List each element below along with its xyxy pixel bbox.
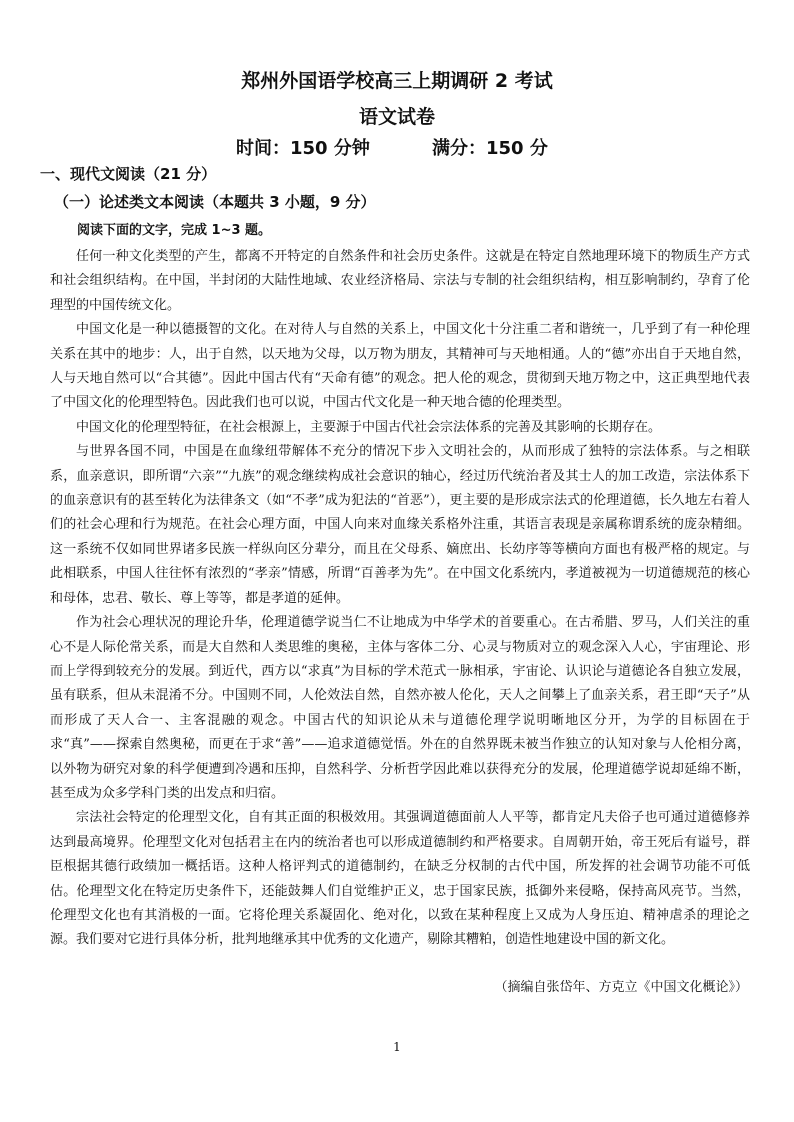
passage-paragraph: 宗法社会特定的伦理型文化，自有其正面的积极效用。其强调道德面前人人平等，都肯定凡夫俗子也可通过道德修养达到最高境界。伦理型文化对包括君主在内的统治者也可以形成道德制约和严格要求。自周朝开始，帝王死后有谥号，群臣根据其德行政绩加一概括语。这种人格评判式的道德制约，在缺乏分权制的古代中国，所发挥的社会调节功能不可低估。伦理型文化在特定历史条件下，还能鼓舞人们自觉维护正义，忠于国家民族，抵御外来侵略，保持高风亮节。当然，伦理型文化也有其消极的一面。它将伦理关系凝固化、绝对化，以致在某种程度上又成为人身压迫、精神虐杀的理论之源。我们要对它进行具体分析，批判地继承其中优秀的文化遗产，剔除其糟粕，创造性地建设中国的新文化。 bbox=[50, 810, 750, 948]
reading-instruction: 阅读下面的文字，完成 1~3 题。 bbox=[77, 223, 272, 238]
exam-title: 郑州外国语学校高三上期调研 2 考试 bbox=[241, 70, 553, 92]
passage-paragraph: 中国文化的伦理型特征，在社会根源上，主要源于中国古代社会宗法体系的完善及其影响的长期存在。 bbox=[76, 419, 662, 435]
passage-paragraph: 作为社会心理状况的理论升华，伦理道德学说当仁不让地成为中华学术的首要重心。在古希腊、罗马，人们关注的重心不是人际伦常关系，而是大自然和人类思维的奥秘，主体与客体二分、心灵与物质对立的观念深入人心，宇宙理论、形而上学得到较充分的发展。到近代，西方以“求真”为目标的学术范式一脉相承，宇宙论、认识论与道德论各自独立发展，虽有联系，但从未混淆不分。中国则不同，人伦效法自然，自然亦被人伦化，天人之间攀上了血亲关系，君王即“天子”从而形成了天人合一、主客混融的观念。中国古代的知识论从未与道德伦理学说明晰地区分开，为学的目标固在于求“真”——探索自然奥秘，而更在于求“善”——追求道德觉悟。外在的自然界既未被当作独立的认知对象与人伦相分离，以外物为研究对象的科学便遭到冷遇和压抑，自然科学、分析哲学因此难以获得充分的发展，伦理道德学说却延绵不断，甚至成为众多学科门类的出发点和归宿。 bbox=[50, 615, 750, 801]
page-number: 1 bbox=[393, 1040, 401, 1054]
section-heading: 一、现代文阅读（21 分） bbox=[40, 165, 217, 183]
exam-time: 时间：150 分钟 bbox=[236, 138, 370, 159]
passage-paragraph: 任何一种文化类型的产生，都离不开特定的自然条件和社会历史条件。这就是在特定自然地理环境下的物质生产方式和社会组织结构。在中国，半封闭的大陆性地域、农业经济格局、宗法与专制的社会组织结构，相互影响制约，孕育了伦理型的中国传统文化。 bbox=[50, 249, 750, 313]
exam-subject: 语文试卷 bbox=[358, 106, 435, 128]
exam-meta bbox=[0, 134, 794, 159]
subsection-heading: （一）论述类文本阅读（本题共 3 小题，9 分） bbox=[54, 193, 376, 211]
passage-paragraph: 中国文化是一种以德摄智的文化。在对待人与自然的关系上，中国文化十分注重二者和谐统一，几乎到了有一种伦理关系在其中的地步：人，出于自然，以天地为父母，以万物为朋友，其精神可与天地相通。人的“德”亦出自于天地自然，人与天地自然可以“合其德”。因此中国古代有“天命有德”的观念。把人伦的观念，贯彻到天地万物之中，这正典型地代表了中国文化的伦理型特色。因此我们也可以说，中国古代文化是一种天地合德的伦理类型。 bbox=[50, 322, 750, 411]
passage-body bbox=[50, 245, 750, 953]
passage-source: （摘编自张岱年、方克立《中国文化概论》） bbox=[494, 980, 748, 995]
exam-score: 满分：150 分 bbox=[432, 138, 548, 159]
passage-paragraph: 与世界各国不同，中国是在血缘纽带解体不充分的情况下步入文明社会的，从而形成了独特的宗法体系。与之相联系，血亲意识，即所谓“六亲”“九族”的观念继续构成社会意识的轴心，经过历代统治者及其士人的加工改造，宗法体系下的血亲意识有的甚至转化为法律条文（如“不孝”成为犯法的“首恶”），更主要的是形成宗法式的伦理道德，长久地左右着人们的社会心理和行为规范。在社会心理方面，中国人向来对血缘关系格外注重，其语言表现是亲属称谓系统的庞杂精细。这一系统不仅如同世界诸多民族一样纵向区分辈分，而且在父母系、嫡庶出、长幼序等等横向方面也有极严格的规定。与此相联系，中国人往往怀有浓烈的“孝亲”情感，所谓“百善孝为先”。在中国文化系统内，孝道被视为一切道德规范的核心和母体，忠君、敬长、尊上等等，都是孝道的延伸。 bbox=[50, 444, 750, 606]
